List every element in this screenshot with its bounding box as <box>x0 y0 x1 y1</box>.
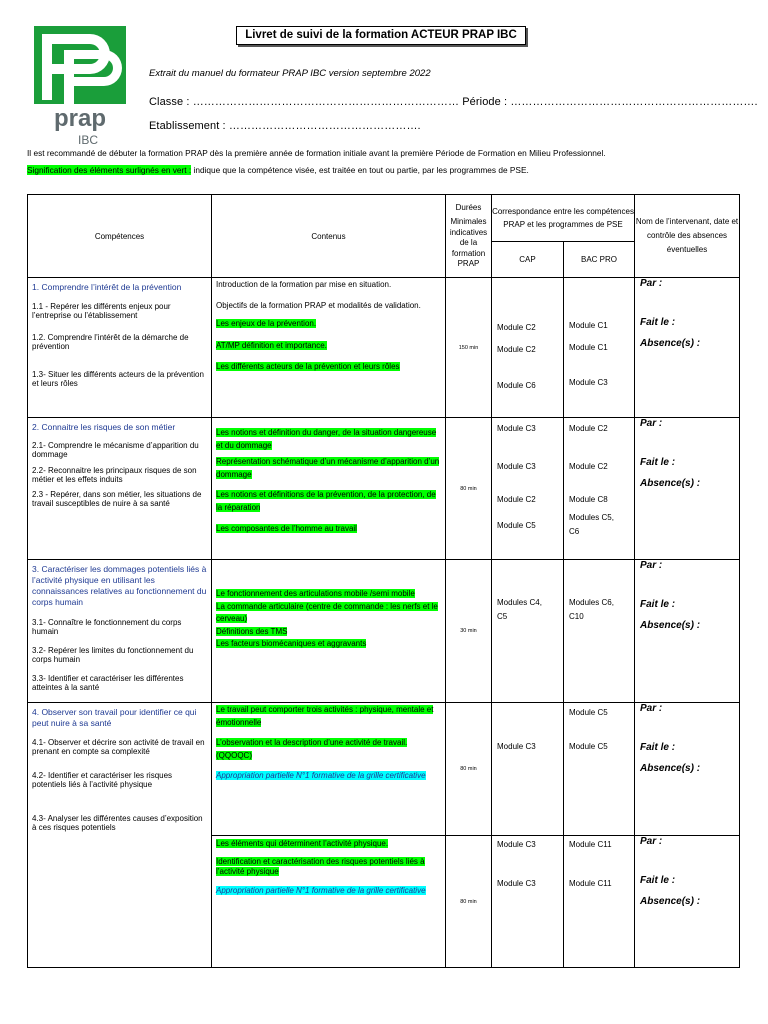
table-row <box>28 703 740 836</box>
competence-sub: 4.2- Identifier et caractériser les risques potentiels liés à l’activité physique <box>32 771 173 789</box>
content-item: Les notions et définitions de la prévention, de la protection, de la réparation <box>216 490 436 512</box>
content-item: Objectifs de la formation PRAP et modalités de validation. <box>216 300 421 310</box>
cap-module: Modules C4, C5 <box>497 598 542 621</box>
cap-module: Module C5 <box>497 521 536 530</box>
header-contenus: Contenus <box>212 195 446 278</box>
cap-module: Module C3 <box>497 742 536 751</box>
competence-sub: 2.3 - Repérer, dans son métier, les situations de travail susceptibles de nuire à sa santé <box>32 490 202 508</box>
competence-title: 2. Connaitre les risques de son métier <box>32 422 176 432</box>
content-item: Les différents acteurs de la prévention et leurs rôles <box>216 362 400 371</box>
competence-sub: 2.2- Reconnaitre les principaux risques de son métier et les effets induits <box>32 466 197 484</box>
training-table <box>27 194 740 968</box>
absence-field: Absence(s) : <box>640 620 701 631</box>
fait-le-field: Fait le : <box>640 317 676 328</box>
cap-module: Module C3 <box>497 879 536 888</box>
legend-highlight: Signification des éléments surlignés en vert : <box>27 165 192 175</box>
competence-sub: 4.3- Analyser les différentes causes d’exposition à ces risques potentiels <box>32 814 203 832</box>
fait-le-field: Fait le : <box>640 599 676 610</box>
header-cap: CAP <box>492 242 564 278</box>
bac-module: Modules C5, C6 <box>569 513 614 536</box>
content-item: Les enjeux de la prévention. <box>216 319 317 328</box>
content-item: Les composantes de l’homme au travail <box>216 524 357 533</box>
competence-sub: 1.2. Comprendre l’intérêt de la démarche de prévention <box>32 333 189 351</box>
bac-module: Module C1 <box>569 321 608 330</box>
prap-ibc-logo <box>34 26 126 148</box>
header-bacpro: BAC PRO <box>564 242 635 278</box>
bac-module: Module C11 <box>569 879 612 888</box>
table-row <box>28 560 740 703</box>
page-title: Livret de suivi de la formation ACTEUR PRAP IBC <box>236 26 526 45</box>
par-field: Par : <box>640 418 663 429</box>
fait-le-field: Fait le : <box>640 742 676 753</box>
duration: 80 min <box>460 485 477 492</box>
bac-module: Module C2 <box>569 424 608 433</box>
logo-sub: IBC <box>77 133 99 147</box>
content-item: Introduction de la formation par mise en situation. <box>216 280 392 289</box>
bac-module: Module C5 <box>569 708 608 717</box>
bac-module: Module C11 <box>569 840 612 849</box>
cap-module: Module C2 <box>497 323 536 332</box>
bac-module: Module C8 <box>569 495 608 504</box>
content-item: Le fonctionnement des articulations mobile /semi mobile <box>216 589 415 598</box>
bac-module: Modules C6, C10 <box>569 598 614 621</box>
classe-periode-line: Classe : ……………………………………………………………… Période : …………………………………………………………. <box>149 96 758 108</box>
fait-le-field: Fait le : <box>640 875 676 886</box>
par-field: Par : <box>640 560 663 571</box>
duration: 80 min <box>460 898 477 905</box>
cap-module: Module C3 <box>497 424 536 433</box>
competence-sub: 4.1- Observer et décrire son activité de travail en prenant en compte sa complexité <box>32 738 205 756</box>
etablissement-line: Etablissement : ……………………………………………. <box>149 120 421 132</box>
duration: 80 min <box>460 766 477 772</box>
content-item: Définitions des TMS <box>216 626 288 636</box>
cap-module: Module C6 <box>497 381 536 390</box>
content-item: Le travail peut comporter trois activités : physique, mentale et émotionnelle <box>216 705 434 727</box>
content-item: Identification et caractérisation des risques potentiels liés à l’activité physique <box>216 856 425 876</box>
legend-text: indique que la compétence visée, est traitée en tout ou partie, par les programmes de PSE. <box>191 165 529 175</box>
content-item: Les facteurs biomécaniques et aggravants <box>216 639 367 648</box>
header-durees: Durées Minimales indicatives de la formation PRAP <box>446 195 492 278</box>
table-row <box>28 418 740 560</box>
par-field: Par : <box>640 703 663 714</box>
absence-field: Absence(s) : <box>640 338 701 349</box>
intro-recommendation: Il est recommandé de débuter la formation PRAP dès la première année de formation initiale avant la première Période de Formation en Milieu Professionnel. <box>27 148 606 158</box>
content-item: Appropriation partielle N°1 formative de la grille certificative <box>216 771 426 780</box>
content-item: AT/MP définition et importance. <box>216 340 327 350</box>
cap-module: Module C2 <box>497 345 536 354</box>
par-field: Par : <box>640 836 663 847</box>
competence-sub: 3.1- Connaître le fonctionnement du corps humain <box>32 618 182 636</box>
cap-module: Module C2 <box>497 495 536 504</box>
bac-module: Module C2 <box>569 462 608 471</box>
fait-le-field: Fait le : <box>640 457 676 468</box>
competence-title: 4. Observer son travail pour identifier ce qui peut nuire à sa santé <box>32 707 197 728</box>
logo-word: prap <box>53 105 107 132</box>
table-row <box>28 278 740 418</box>
content-item: Appropriation partielle N°1 formative de la grille certificative <box>216 885 426 895</box>
competence-sub: 1.3- Situer les différents acteurs de la prévention et leurs rôles <box>32 370 204 388</box>
header-correspondance: Correspondance entre les compétences PRAP et les programmes de PSE <box>492 195 635 242</box>
competence-sub: 1.1 - Repérer les différents enjeux pour l’entreprise ou l’établissement <box>32 302 171 320</box>
content-item: L’observation et la description d’une activité de travail. (QQOQC) <box>216 738 408 760</box>
header-nom: Nom de l’intervenant, date et contrôle des absences éventuelles <box>635 195 740 278</box>
content-item: Les notions et définition du danger, de la situation dangereuse et du dommage <box>216 428 437 450</box>
cap-module: Module C3 <box>497 462 536 471</box>
absence-field: Absence(s) : <box>640 896 701 907</box>
competence-title: 3. Caractériser les dommages potentiels liés à l’activité physique en utilisant les connaissances relatives au fonctionnement du corps humain <box>32 564 207 607</box>
content-item: La commande articulaire (centre de commande : les nerfs et le cerveau) <box>216 601 438 623</box>
cap-module: Module C3 <box>497 840 536 849</box>
absence-field: Absence(s) : <box>640 763 701 774</box>
bac-module: Module C5 <box>569 742 608 751</box>
bac-module: Module C1 <box>569 343 608 352</box>
bac-module: Module C3 <box>569 378 608 387</box>
competence-sub: 2.1- Comprendre le mécanisme d’apparition du dommage <box>32 441 199 459</box>
absence-field: Absence(s) : <box>640 478 701 489</box>
competence-title: 1. Comprendre l’intérêt de la prévention <box>32 282 182 292</box>
par-field: Par : <box>640 278 663 289</box>
intro-legend <box>27 165 529 175</box>
duration: 150 min <box>458 344 479 351</box>
duration: 30 min <box>460 628 477 634</box>
header-competences: Compétences <box>28 195 212 278</box>
content-item: Représentation schématique d’un mécanisme d’apparition d’un dommage <box>216 457 440 479</box>
competence-sub: 3.2- Repérer les limites du fonctionnement du corps humain <box>32 646 194 664</box>
content-item: Les éléments qui déterminent l’activité physique. <box>216 839 389 848</box>
competence-sub: 3.3- Identifier et caractériser les différentes atteintes à la santé <box>32 674 184 692</box>
extract-note: Extrait du manuel du formateur PRAP IBC version septembre 2022 <box>149 68 431 79</box>
